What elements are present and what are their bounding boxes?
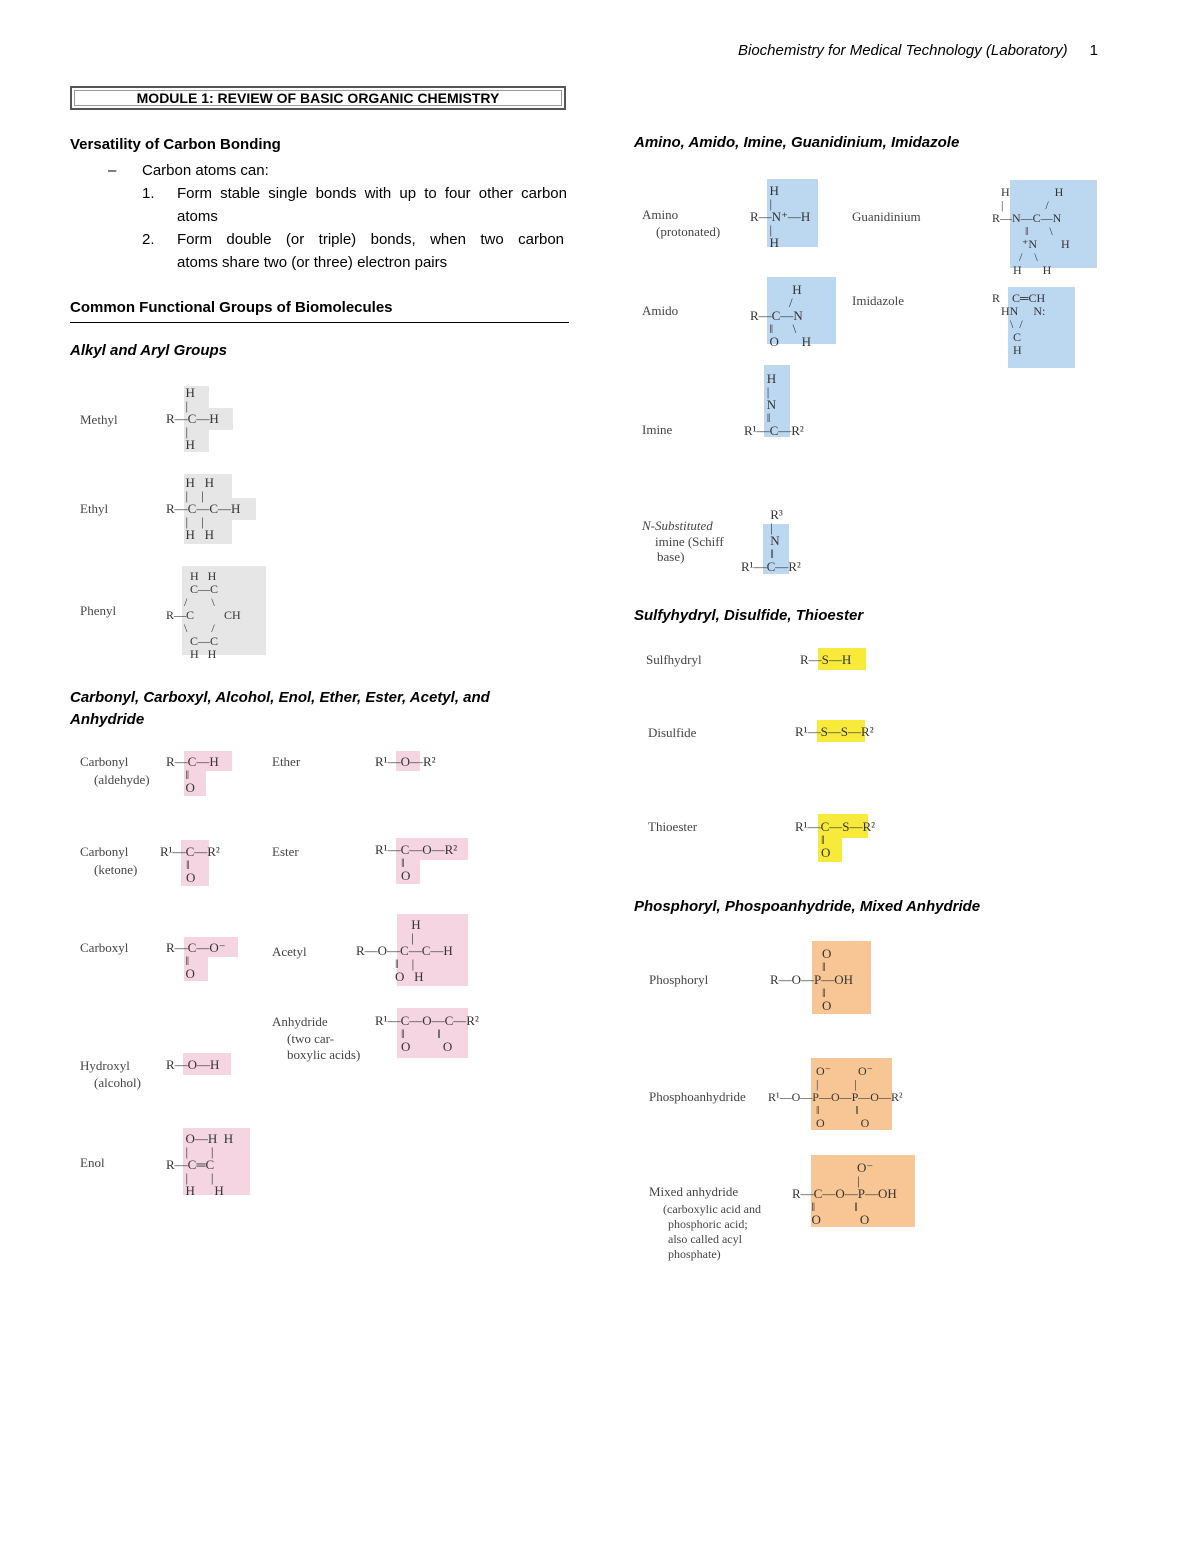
carbonyl-heading: Carbonyl, Carboxyl, Alcohol, Enol, Ether, Ester, Acetyl, and Anhydride — [70, 689, 490, 728]
list-item-number: 1. — [142, 185, 155, 202]
list-item-text: atoms share two (or three) electron pairs — [177, 254, 448, 271]
header-title: Biochemistry for Medical Technology (Laboratory) — [738, 42, 1068, 59]
anhydride-structure: R¹—C—O—C—R² ‖ ‖ O O — [375, 1013, 479, 1054]
carboxyl-structure: R—C—O⁻ ‖ O — [166, 940, 226, 981]
ethyl-label: Ethyl — [80, 501, 109, 516]
amido-structure: H / R—C—N ‖ \ O H — [750, 282, 812, 349]
amino-label: Amino — [642, 207, 679, 222]
enol-label: Enol — [80, 1155, 105, 1170]
hydroxyl-sublabel: (alcohol) — [94, 1075, 141, 1090]
phosphoryl-label: Phosphoryl — [649, 972, 709, 987]
mixed-anhydride-sublabel: phosphoric acid; — [668, 1217, 748, 1231]
nsub-imine-structure: R³ | N ‖ R¹—C—R² — [741, 507, 801, 574]
ether-structure: R¹—O—R² — [375, 754, 436, 769]
running-header — [738, 42, 1098, 59]
guanidinium-structure: H H | / R—N—C—N ‖ \ ⁺N H / \ H H — [992, 185, 1070, 277]
thioester-structure: R¹—C—S—R² ‖ O — [795, 819, 876, 860]
phosphoanhydride-label: Phosphoanhydride — [649, 1089, 746, 1104]
sulfhydryl-structure: R—S—H — [800, 652, 852, 667]
carboxyl-label: Carboxyl — [80, 940, 129, 955]
alkyl-aryl-heading: Alkyl and Aryl Groups — [70, 342, 227, 359]
guanidinium-label: Guanidinium — [852, 209, 921, 224]
amido-label: Amido — [642, 303, 679, 318]
list-item-number: 2. — [142, 231, 155, 248]
mixed-anhydride-sublabel: phosphate) — [668, 1247, 721, 1261]
mixed-anhydride-sublabel: also called acyl — [668, 1232, 742, 1246]
carbonyl-aldehyde-label: Carbonyl — [80, 754, 129, 769]
amino-sublabel: (protonated) — [656, 224, 721, 239]
carbonyl-aldehyde-structure: R—C—H ‖ O — [166, 754, 219, 795]
carbonyl-aldehyde-sublabel: (aldehyde) — [94, 772, 150, 787]
list-item-text: Form double (or triple) bonds, when two carbon — [177, 231, 564, 248]
phosphoanhydride-structure: O⁻ O⁻ | | R¹—O—P—O—P—O—R² ‖ ‖ O O — [768, 1064, 903, 1130]
thioester-label: Thioester — [648, 819, 698, 834]
disulfide-structure: R¹—S—S—R² — [795, 724, 874, 739]
imine-structure: H | N ‖ R¹—C—R² — [744, 371, 804, 438]
acetyl-label: Acetyl — [272, 944, 307, 959]
phenyl-label: Phenyl — [80, 603, 117, 618]
anhydride-sublabel: (two car- — [287, 1031, 335, 1046]
ether-label: Ether — [272, 754, 301, 769]
dash-bullet: – — [108, 162, 117, 179]
nsub-imine-label: N-Substituted — [642, 518, 713, 533]
imidazole-structure: R C═CH HN N: \ / C H — [992, 291, 1046, 357]
anhydride-label: Anhydride — [272, 1014, 328, 1029]
mixed-anhydride-label: Mixed anhydride — [649, 1184, 739, 1199]
acetyl-structure: H | R—O—C—C—H ‖ | O H — [356, 917, 453, 984]
mixed-anhydride-structure: O⁻ | R—C—O—P—OH ‖ ‖ O O — [792, 1160, 897, 1227]
hydroxyl-structure: R—O—H — [166, 1057, 220, 1072]
anhydride-sublabel: boxylic acids) — [287, 1047, 361, 1062]
nsub-imine-sublabel: base) — [657, 549, 685, 564]
imine-label: Imine — [642, 422, 673, 437]
carbonyl-ketone-sublabel: (ketone) — [94, 862, 138, 877]
methyl-label: Methyl — [80, 412, 118, 427]
list-item-text: Form stable single bonds with up to four other carbon — [177, 185, 567, 202]
carbonyl-ketone-label: Carbonyl — [80, 844, 129, 859]
ethyl-structure: H H | | R—C—C—H | | H H — [166, 475, 241, 542]
carbonyl-ketone-structure: R¹—C—R² ‖ O — [160, 844, 220, 885]
disulfide-label: Disulfide — [648, 725, 697, 740]
methyl-structure: H | R—C—H | H — [166, 385, 219, 452]
versatility-intro: Carbon atoms can: — [142, 162, 269, 179]
page-number: 1 — [1089, 42, 1098, 59]
heading-rule — [70, 322, 569, 323]
sulfur-heading: Sulfyhydryl, Disulfide, Thioester — [634, 607, 864, 624]
amino-heading: Amino, Amido, Imine, Guanidinium, Imidazole — [634, 134, 960, 151]
phosphorus-heading: Phosphoryl, Phospoanhydride, Mixed Anhydride — [634, 898, 981, 915]
imidazole-label: Imidazole — [852, 293, 904, 308]
sulfhydryl-label: Sulfhydryl — [646, 652, 702, 667]
list-item-text: atoms — [177, 208, 218, 225]
phenyl-structure: H H C—C / \ R—C CH \ / C—C H H — [166, 569, 241, 661]
enol-structure: O—H H | | R—C═C | | H H — [166, 1131, 234, 1198]
versatility-heading: Versatility of Carbon Bonding — [70, 136, 281, 153]
module-title: MODULE 1: REVIEW OF BASIC ORGANIC CHEMISTRY — [70, 86, 566, 110]
amino-structure: H | R—N⁺—H | H — [750, 183, 811, 250]
mixed-anhydride-sublabel: (carboxylic acid and — [663, 1202, 761, 1216]
phosphoryl-structure: O ‖ R—O—P—OH ‖ O — [770, 946, 854, 1013]
functional-groups-heading: Common Functional Groups of Biomolecules — [70, 299, 393, 316]
ester-structure: R¹—C—O—R² ‖ O — [375, 842, 458, 883]
nsub-imine-sublabel: imine (Schiff — [655, 534, 724, 549]
hydroxyl-label: Hydroxyl — [80, 1058, 130, 1073]
ester-label: Ester — [272, 844, 299, 859]
